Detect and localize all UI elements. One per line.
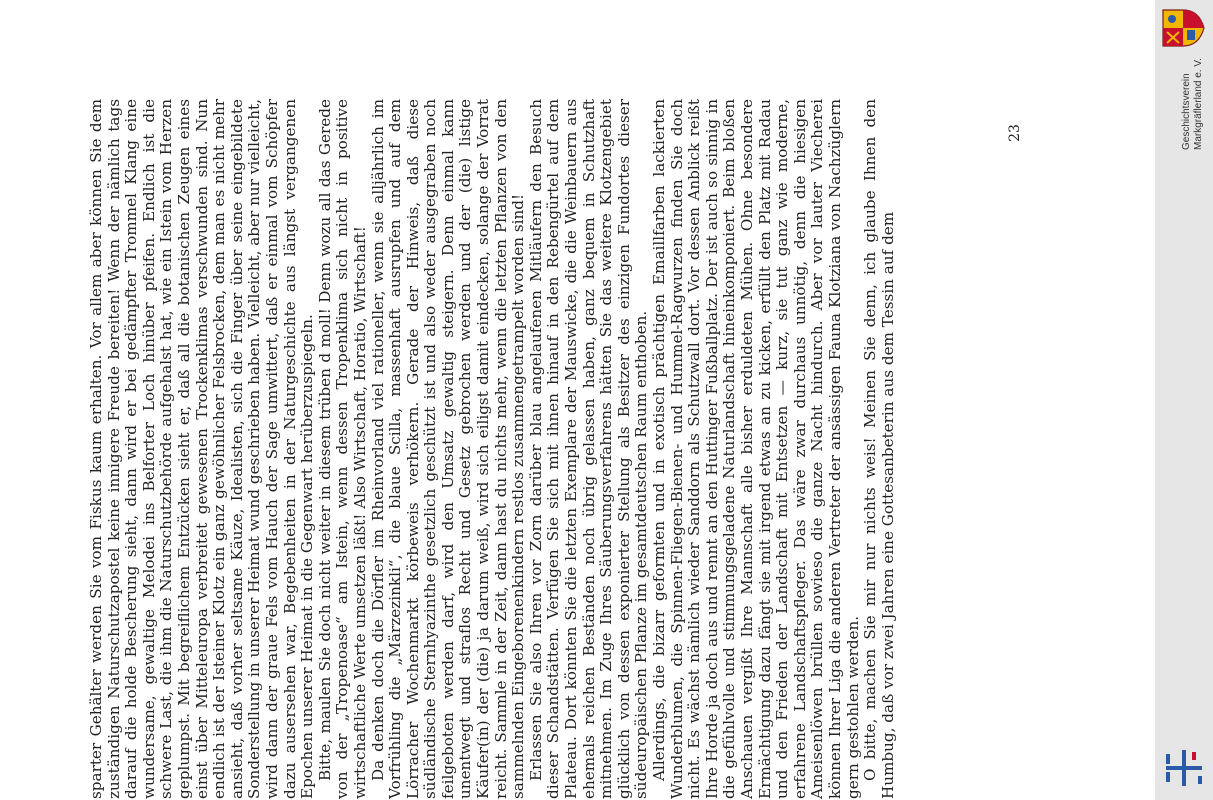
ub-freiburg-logo-icon (1162, 748, 1206, 788)
paragraph-5: Allerdings, die bizarr geformten und in exotisch prächtigen Emaillfarben lackierten Wunderblumen, die Spinnen-Fliegen-Bienen- und Hummel-Ragwurzen finden Sie doch nicht. Es wächst nämlich wieder Sanddorn als Schutzwall dort. Vor dessen Anblick reißt Ihre Horde ja doch aus und rennt an den Huttinger Fußballplatz. Der ist auch so sinnig in die gefühlvolle und stimmungsgeladene Naturlandschaft hineinkomponiert. Beim bloßen Anschauen vergißt Ihre Mannschaft alle bisher erduldeten Mühen. Ohne besondere Ermächtigung dazu fängt sie mit irgend etwas an zu kicken, erfüllt den Platz mit Radau und den Frieden der Landschaft mit Entsetzen — kurz, sie tut ganz wie moderne, erfahrene Landschaftspfleger. Das wäre zwar durchaus unnötig, denn die hiesigen Ameisenlöwen brüllen sowieso die ganze Nacht hindurch. Aber vor lauter Viecherei können Ihrer Liga die anderen Vertreter der ansässigen Fauna Klotziana von Nachzüglern gern gestohlen werden. (650, 99, 862, 799)
paragraph-1: sparter Gehälter werden Sie vom Fiskus kaum erhalten. Vor allem aber können Sie dem zuständigen Naturschutzapostel keine innigere Freude bereiten! Wenn der nämlich tags darauf die holde Bescherung sieht, dann wird er bei gedämpfter Trommel Klang eine wundersame, gewaltige Melodei ins Belforter Loch hinüber pfeifen. Endlich ist die schwere Last, die ihm die Naturschutzbehörde aufgehalst hat, wie ein Istein vom Herzen geplumpst. Mit begreiflichem Entzücken sieht er, daß all die botanischen Zeugen eines einst über Mitteleuropa verbreitet gewesenen Trockenklimas verschwunden sind. Nun endlich ist der Isteiner Klotz ein ganz gewöhnlicher Felsbrocken, dem man es nicht mehr ansieht, daß vorher seltsame Käuze, Idealisten, sich die Finger über seine eingebildete Sonderstellung in unserer Heimat wund geschrieben haben. Vielleicht, aber nur vielleicht, wird dann der graue Fels vom Hauch der Sage umwittert, daß er einmal vom Schöpfer dazu ausersehen war, Begebenheiten in der Naturgeschichte aus längst vergangenen Epochen unserer Heimat in die Gegenwart herüberzuspiegeln. (87, 99, 317, 799)
paragraph-2: Bitte, maulen Sie doch nicht weiter in diesem trüben d moll! Denn wozu all das Gerede von der „Tropenoase“ am Istein, wenn dessen Tropenklima sich nicht in positive wirtschaftliche Werte umsetzen läßt! Also Wirtschaft, Horatio, Wirtschaft! (315, 99, 369, 799)
society-name (1181, 58, 1205, 150)
society-name-line1: Geschichtsverein (1181, 73, 1192, 150)
society-name-line2: Markgräflerland e. V. (1193, 58, 1204, 150)
paragraph-4: Erlassen Sie also Ihren vor Zorn darüber blau angelaufenen Mitläufern den Besuch dieser Schandstätten. Verfügen Sie sich mit ihnen hinauf in den Rebengürtel auf dem Plateau. Dort könnten Sie die letzten Exemplare der Mauswicke, die die Weinbauern aus ehemals reichen Beständen noch übrig gelassen haben, ganz bequem in Schutzhaft mitnehmen. Im Zuge Ihres Säuberungsverfahrens hätten Sie das weitere Klotzengebiet glücklich von dessen exponierter Stellung als Besitzer des einzigen Fundortes dieser südeuropäischen Pflanze im gesamtdeutschen Raum enthoben. (526, 99, 651, 799)
page-number: 23 (1006, 124, 1023, 142)
page-body-text (88, 99, 988, 799)
coat-of-arms-icon (1159, 6, 1207, 50)
paragraph-3: Da denken doch die Dörfler im Rheinvorland viel rationeller, wenn sie alljährlich im Vorfrühling die „Märzezinkli“, die blaue Scilla, massenhaft ausrupfen und auf dem Lörracher Wochenmarkt körbeweis verhökern. Gerade der Hinweis, daß diese südländische Sternhyazinthe gesetzlich geschützt ist und also weder ausgegraben noch feilgeboten werden darf, wird den Umsatz gewaltig steigern. Denn einmal kann unentwegt und straflos Recht und Gesetz gebrochen werden und der (die) listige Käufer(in) der (die) ja darum weiß, wird sich eiligst damit eindecken, solange der Vorrat reicht. Sammle in der Zeit, dann hast du nichts mehr, wenn die letzten Pflanzen von den sammelnden Eingeborenenkindern restlos zusammengetrampelt worden sind! (368, 99, 528, 799)
paragraph-6: O bitte, machen Sie mir nur nichts weis! Meinen Sie denn, ich glaube Ihnen den Humbug, daß vor zwei Jahren eine Gottesanbeterin aus dem Tessin auf dem (861, 99, 897, 799)
